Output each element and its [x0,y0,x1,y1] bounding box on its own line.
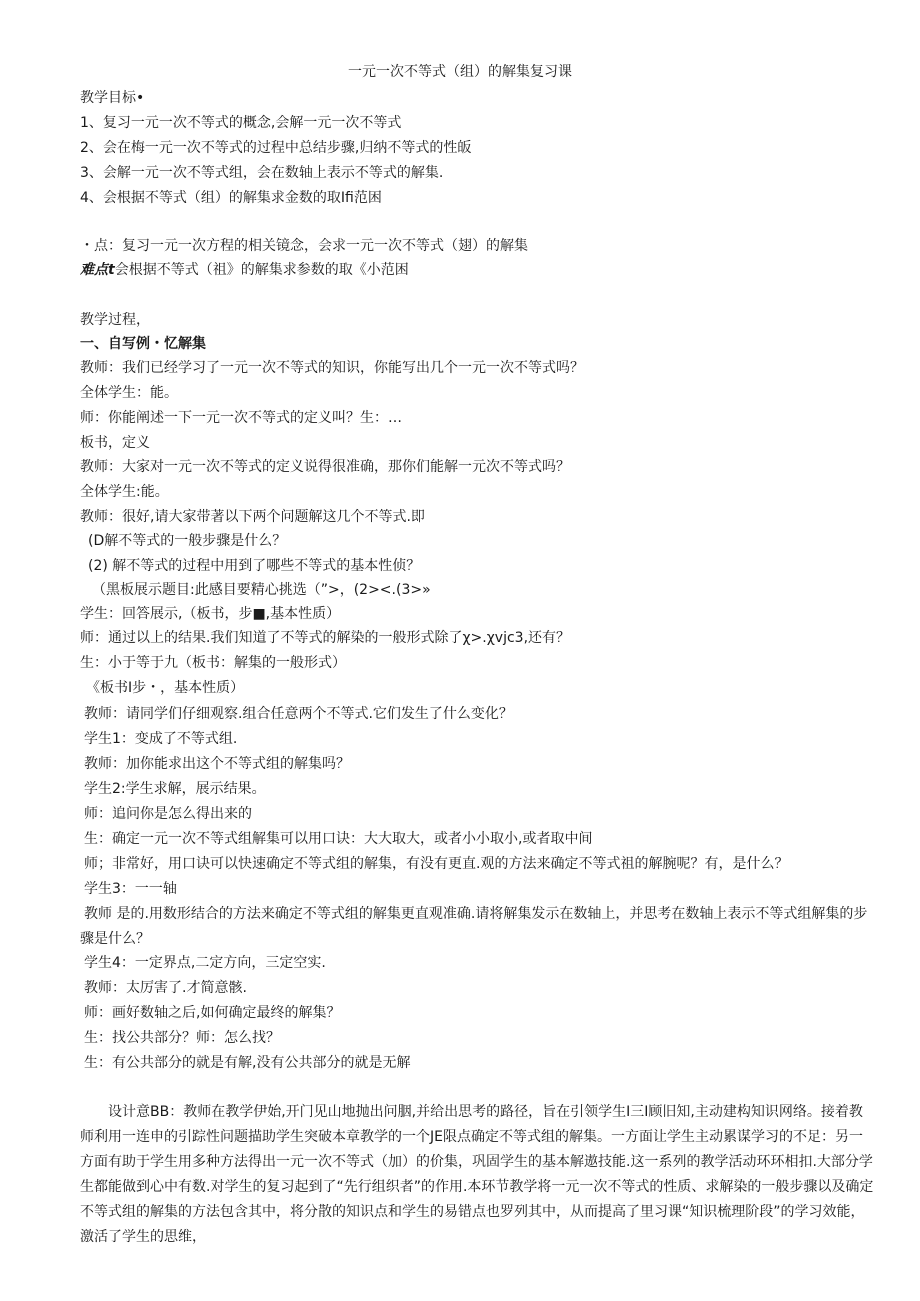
dialogue-line: 师：画好数轴之后,如何确定最终的解集？ [84,1005,341,1021]
document-title: 一元一次不等式（组）的解集复习课 [348,64,572,80]
design-intent-paragraph: 设计意BB：教师在教学伊始,开门见山地抛出问胭,并给出思考的路径，旨在引领学生I三I顾旧知,主动建构知识网络。接着教师利用一连申的引踪性问题描助学生突破本章教学的一个JE限点确定不等式组的解集。一方面让学生主动累谋学习的不足：另一方面有助于学生用多种方法得出一元一次不等式（加）的价集，巩固学生的基本解遨技能.这一系列的教学活动环环相扣.大部分学生都能做到心中有数.对学生的复习起到了“先行组织者”的作用.本环节教学将一元一次不等式的性质、求解染的一般步骤以及确定不等式组的解集的方法包含其中，将分散的知识点和学生的易错点也罗列其中，从而提高了里习课“知识梳理阶段”的学习效能，激活了学生的思维， [80,1104,874,1245]
difficulty-text: 会根据不等式（祖》的解集求参数的取《小范困 [114,262,409,278]
objective-item: 2、会在梅一元一次不等式的过程中总结步骤,归纳不等式的性皈 [80,140,472,156]
dialogue-line: 生：找公共部分？师：怎么找？ [84,1030,280,1046]
dialogue-line: 师：你能阐述一下一元一次不等式的定义叫？生：… [80,410,402,426]
difficulty-label: 难点t [80,262,115,278]
dialogue-line: 学生：回答展示,（板书，步■,基本性质） [80,606,341,622]
dialogue-line: 《板书I步・，基本性质） [86,680,245,696]
dialogue-line: 教师：请同学们仔细观察.组合任意两个不等式.它们发生了什么变化？ [84,706,513,722]
dialogue-line: 全体学生：能。 [80,385,178,401]
dialogue-line: 教师：太厉害了.才简意骸. [84,980,247,996]
teacher-paragraph: 教师 是的.用数形结合的方法来确定不等式组的解集更直观准确.请将解集发示在数轴上，并思考在数轴上表示不等式组解集的步骤是什么？ [80,906,868,947]
dialogue-line: （黑板展示题目:此感目要精心挑选（”>，(2><.(3>» [92,582,431,598]
objective-item: 4、会根据不等式（组）的解集求金数的取Ifi范困 [80,190,382,206]
dialogue-line: 师；非常好，用口诀可以快速确定不等式组的解集，有没有更直.观的方法来确定不等式祖的解腕呢？有，是什么？ [84,856,789,872]
section-heading: 一、自写例・忆解集 [80,336,206,352]
dialogue-line: 学生2:学生求解，展示结果。 [84,781,266,797]
dialogue-line: 教师：我们已经学习了一元一次不等式的知识，你能写出几个一元一次不等式吗？ [80,360,584,376]
dialogue-line: 板书，定义 [80,435,150,451]
key-point: ・点：复习一元一次方程的相关镜念，会求一元一次不等式（翅）的解集 [80,238,528,254]
dialogue-line: 生：小于等于九（板书：解集的一般形式） [80,655,346,671]
dialogue-line: 师：通过以上的结果.我们知道了不等式的解染的一般形式除了χ>.χvjc3,还有？ [80,630,571,646]
dialogue-line: 师：追问你是怎么得出来的 [84,806,252,822]
objectives-heading: 教学目标• [80,90,145,106]
difficulty-line [80,260,409,280]
objective-item: 3、会解一元一次不等式组，会在数轴上表示不等式的解集. [80,165,444,181]
dialogue-line: 教师：大家对一元一次不等式的定义说得很准确，那你们能解一元次不等式吗？ [80,459,570,475]
objective-item: 1、复习一元一次不等式的概念,会解一元一次不等式 [80,115,402,131]
dialogue-line: 生：确定一元一次不等式组解集可以用口诀：大大取大，或者小小取小,或者取中间 [84,831,593,847]
dialogue-line: 教师：加你能求出这个不等式组的解集吗？ [84,756,350,772]
process-heading: 教学过程， [80,312,150,328]
dialogue-line: 全体学生:能。 [80,484,169,500]
dialogue-line: 生：有公共部分的就是有解,没有公共部分的就是无解 [84,1055,411,1071]
dialogue-line: 教师：很好,请大家带著以下两个问题解这几个不等式.即 [80,509,425,525]
dialogue-line: 学生4：一定界点,二定方向，三定空实. [84,955,326,971]
question-item: (2) 解不等式的过程中用到了哪些不等式的基本性侦？ [88,558,421,574]
question-item: (D解不等式的一般步骤是什么？ [88,533,287,549]
dialogue-line: 学生1：变成了不等式组. [84,731,238,747]
dialogue-line: 学生3：一一轴 [84,881,177,897]
